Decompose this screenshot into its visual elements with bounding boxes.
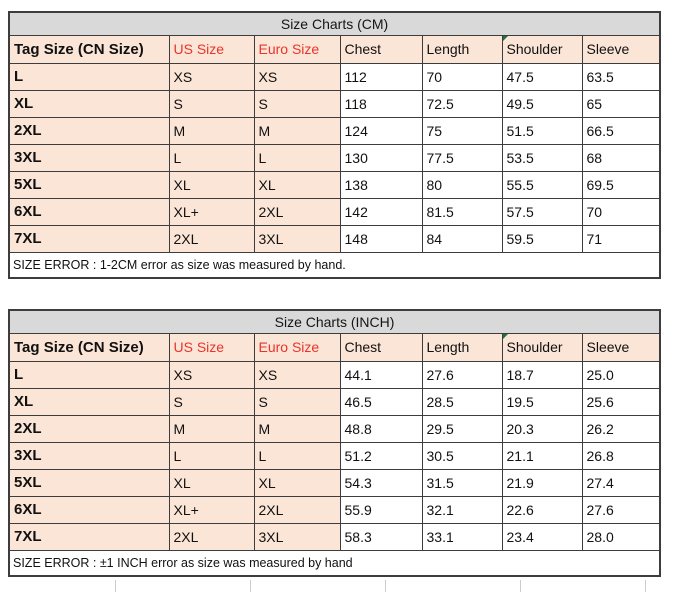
table-row bbox=[9, 225, 660, 252]
tag-size-cell: 2XL bbox=[9, 415, 169, 442]
value-cell: S bbox=[169, 388, 254, 415]
table-row bbox=[9, 523, 660, 550]
size-error-note-inch: SIZE ERROR : ±1 INCH error as size was measured by hand bbox=[9, 550, 660, 576]
header-euro-size: Euro Size bbox=[254, 35, 340, 63]
value-cell: 23.4 bbox=[502, 523, 582, 550]
value-cell: 55.5 bbox=[502, 171, 582, 198]
value-cell: 54.3 bbox=[340, 469, 422, 496]
size-chart-inch-table bbox=[8, 309, 661, 577]
tag-size-cell: 6XL bbox=[9, 198, 169, 225]
table-row bbox=[9, 198, 660, 225]
table-row bbox=[9, 442, 660, 469]
value-cell: 138 bbox=[340, 171, 422, 198]
value-cell: 3XL bbox=[254, 523, 340, 550]
gridline-stub bbox=[645, 580, 646, 592]
header-length: Length bbox=[422, 333, 502, 361]
value-cell: 75 bbox=[422, 117, 502, 144]
table-body bbox=[9, 361, 660, 550]
table-row bbox=[9, 171, 660, 198]
value-cell: S bbox=[169, 90, 254, 117]
value-cell: 51.2 bbox=[340, 442, 422, 469]
value-cell: 28.5 bbox=[422, 388, 502, 415]
tag-size-cell: 6XL bbox=[9, 496, 169, 523]
value-cell: 55.9 bbox=[340, 496, 422, 523]
gridline-stub bbox=[385, 580, 386, 592]
value-cell: XL bbox=[254, 469, 340, 496]
value-cell: 65 bbox=[582, 90, 660, 117]
header-sleeve: Sleeve bbox=[582, 35, 660, 63]
header-sleeve: Sleeve bbox=[582, 333, 660, 361]
tag-size-cell: 3XL bbox=[9, 442, 169, 469]
tag-size-cell: 7XL bbox=[9, 225, 169, 252]
header-shoulder: Shoulder bbox=[502, 333, 582, 361]
value-cell: 46.5 bbox=[340, 388, 422, 415]
table-footer-row bbox=[9, 252, 660, 278]
value-cell: 19.5 bbox=[502, 388, 582, 415]
value-cell: 118 bbox=[340, 90, 422, 117]
value-cell: XS bbox=[254, 63, 340, 90]
tag-size-cell: 5XL bbox=[9, 469, 169, 496]
header-tag-size-cn-size: Tag Size (CN Size) bbox=[9, 333, 169, 361]
value-cell: 124 bbox=[340, 117, 422, 144]
table-header-row bbox=[9, 35, 660, 63]
table-title-cm: Size Charts (CM) bbox=[9, 12, 660, 35]
value-cell: 33.1 bbox=[422, 523, 502, 550]
value-cell: 66.5 bbox=[582, 117, 660, 144]
value-cell: L bbox=[169, 144, 254, 171]
table-row bbox=[9, 469, 660, 496]
value-cell: 70 bbox=[582, 198, 660, 225]
value-cell: XS bbox=[169, 63, 254, 90]
table-row bbox=[9, 361, 660, 388]
table-row bbox=[9, 415, 660, 442]
size-chart-cm-table bbox=[8, 11, 661, 279]
tag-size-cell: L bbox=[9, 361, 169, 388]
value-cell: 80 bbox=[422, 171, 502, 198]
value-cell: M bbox=[254, 415, 340, 442]
value-cell: L bbox=[169, 442, 254, 469]
value-cell: 51.5 bbox=[502, 117, 582, 144]
value-cell: 26.2 bbox=[582, 415, 660, 442]
value-cell: 81.5 bbox=[422, 198, 502, 225]
value-cell: 18.7 bbox=[502, 361, 582, 388]
value-cell: M bbox=[254, 117, 340, 144]
value-cell: 142 bbox=[340, 198, 422, 225]
value-cell: 2XL bbox=[254, 198, 340, 225]
value-cell: XS bbox=[169, 361, 254, 388]
value-cell: XL bbox=[254, 171, 340, 198]
value-cell: 69.5 bbox=[582, 171, 660, 198]
value-cell: 32.1 bbox=[422, 496, 502, 523]
value-cell: XS bbox=[254, 361, 340, 388]
value-cell: 27.6 bbox=[422, 361, 502, 388]
header-us-size: US Size bbox=[169, 35, 254, 63]
value-cell: 49.5 bbox=[502, 90, 582, 117]
value-cell: XL bbox=[169, 469, 254, 496]
table-header-row bbox=[9, 333, 660, 361]
comment-flag-icon bbox=[503, 36, 508, 41]
table-row bbox=[9, 388, 660, 415]
value-cell: 31.5 bbox=[422, 469, 502, 496]
value-cell: S bbox=[254, 90, 340, 117]
value-cell: 22.6 bbox=[502, 496, 582, 523]
value-cell: S bbox=[254, 388, 340, 415]
value-cell: 2XL bbox=[254, 496, 340, 523]
header-length: Length bbox=[422, 35, 502, 63]
value-cell: 47.5 bbox=[502, 63, 582, 90]
value-cell: 59.5 bbox=[502, 225, 582, 252]
value-cell: 26.8 bbox=[582, 442, 660, 469]
header-chest: Chest bbox=[340, 333, 422, 361]
value-cell: 25.6 bbox=[582, 388, 660, 415]
value-cell: M bbox=[169, 415, 254, 442]
value-cell: 58.3 bbox=[340, 523, 422, 550]
value-cell: 2XL bbox=[169, 225, 254, 252]
table-row bbox=[9, 144, 660, 171]
value-cell: 48.8 bbox=[340, 415, 422, 442]
value-cell: XL+ bbox=[169, 496, 254, 523]
value-cell: 21.9 bbox=[502, 469, 582, 496]
tag-size-cell: XL bbox=[9, 90, 169, 117]
value-cell: 29.5 bbox=[422, 415, 502, 442]
value-cell: 68 bbox=[582, 144, 660, 171]
value-cell: 3XL bbox=[254, 225, 340, 252]
tag-size-cell: L bbox=[9, 63, 169, 90]
value-cell: 63.5 bbox=[582, 63, 660, 90]
table-title-inch: Size Charts (INCH) bbox=[9, 310, 660, 333]
size-error-note-cm: SIZE ERROR : 1-2CM error as size was measured by hand. bbox=[9, 252, 660, 278]
gridline-stub bbox=[250, 580, 251, 592]
value-cell: 130 bbox=[340, 144, 422, 171]
gridline-stub bbox=[115, 580, 116, 592]
table-title-row bbox=[9, 12, 660, 35]
table-body bbox=[9, 63, 660, 252]
gridline-stub bbox=[520, 580, 521, 592]
table-row bbox=[9, 63, 660, 90]
value-cell: 30.5 bbox=[422, 442, 502, 469]
table-title-row bbox=[9, 310, 660, 333]
value-cell: L bbox=[254, 144, 340, 171]
value-cell: 27.4 bbox=[582, 469, 660, 496]
table-row bbox=[9, 117, 660, 144]
value-cell: L bbox=[254, 442, 340, 469]
value-cell: 57.5 bbox=[502, 198, 582, 225]
value-cell: 44.1 bbox=[340, 361, 422, 388]
header-euro-size: Euro Size bbox=[254, 333, 340, 361]
comment-flag-icon bbox=[503, 334, 508, 339]
value-cell: 25.0 bbox=[582, 361, 660, 388]
value-cell: 28.0 bbox=[582, 523, 660, 550]
value-cell: 84 bbox=[422, 225, 502, 252]
value-cell: 2XL bbox=[169, 523, 254, 550]
tag-size-cell: 5XL bbox=[9, 171, 169, 198]
value-cell: 70 bbox=[422, 63, 502, 90]
value-cell: M bbox=[169, 117, 254, 144]
value-cell: 112 bbox=[340, 63, 422, 90]
tag-size-cell: XL bbox=[9, 388, 169, 415]
header-tag-size-cn-size: Tag Size (CN Size) bbox=[9, 35, 169, 63]
table-footer-row bbox=[9, 550, 660, 576]
value-cell: XL bbox=[169, 171, 254, 198]
tag-size-cell: 2XL bbox=[9, 117, 169, 144]
value-cell: 21.1 bbox=[502, 442, 582, 469]
header-us-size: US Size bbox=[169, 333, 254, 361]
value-cell: 27.6 bbox=[582, 496, 660, 523]
value-cell: 71 bbox=[582, 225, 660, 252]
tag-size-cell: 7XL bbox=[9, 523, 169, 550]
value-cell: 77.5 bbox=[422, 144, 502, 171]
value-cell: 53.5 bbox=[502, 144, 582, 171]
value-cell: 148 bbox=[340, 225, 422, 252]
header-chest: Chest bbox=[340, 35, 422, 63]
value-cell: 20.3 bbox=[502, 415, 582, 442]
value-cell: 72.5 bbox=[422, 90, 502, 117]
value-cell: XL+ bbox=[169, 198, 254, 225]
tag-size-cell: 3XL bbox=[9, 144, 169, 171]
table-row bbox=[9, 90, 660, 117]
header-shoulder: Shoulder bbox=[502, 35, 582, 63]
table-row bbox=[9, 496, 660, 523]
